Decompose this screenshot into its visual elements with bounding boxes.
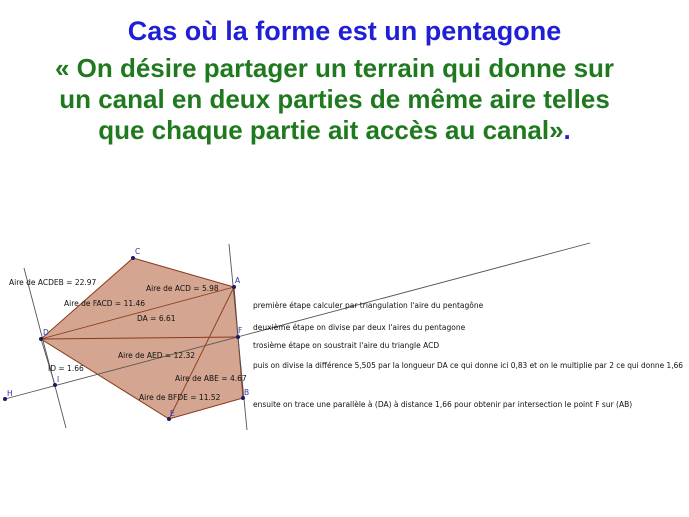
measure-aire-acd: Aire de ACD = 5.98 — [146, 284, 219, 293]
point-f-label: F — [238, 326, 243, 335]
measure-id: ID = 1.66 — [48, 364, 84, 373]
page-title: Cas où la forme est un pentagone — [127, 16, 562, 46]
step-1: première étape calculer par triangulation l'aire du pentagône — [253, 301, 484, 310]
problem-statement-line-1: « On désire partager un terrain qui donne sur — [54, 53, 615, 83]
point-c-label: C — [135, 247, 141, 256]
measure-aire-facd: Aire de FACD = 11.46 — [64, 299, 146, 308]
point-h-label: H — [7, 389, 13, 398]
measure-aire-bfde: Aire de BFDE = 11.52 — [139, 393, 221, 402]
point-d-label: D — [43, 328, 49, 337]
step-2: deuxième étape on divise par deux l'aires du pentagone — [253, 323, 466, 332]
point-a-label: A — [235, 276, 241, 285]
step-4: puis on divise la différence 5,505 par la longueur DA ce qui donne ici 0,83 et on le multiplie par 2 ce qui donne 1,66 — [253, 361, 684, 370]
problem-statement-line-2: un canal en deux parties de même aire telles — [59, 84, 610, 114]
point-a-marker[interactable] — [232, 285, 236, 289]
point-d-marker[interactable] — [39, 337, 43, 341]
problem-statement-line-3-text: que chaque partie ait accès au canal» — [98, 115, 564, 145]
problem-statement-end-dot: . — [563, 115, 571, 145]
point-b-label: B — [244, 388, 250, 397]
point-c-marker[interactable] — [131, 256, 135, 260]
point-i-label: I — [57, 375, 60, 384]
point-f-marker[interactable] — [236, 335, 240, 339]
measure-aire-acdeb: Aire de ACDEB = 22.97 — [9, 278, 97, 287]
step-3: trosième étape on soustrait l'aire du triangle ACD — [253, 341, 440, 350]
step-5: ensuite on trace une parallèle à (DA) à distance 1,66 pour obtenir par intersection le point F sur (AB) — [253, 400, 633, 409]
measure-da: DA = 6.61 — [137, 314, 176, 323]
measure-aire-abe: Aire de ABE = 4.67 — [175, 374, 247, 383]
measure-aire-aed: Aire de AED = 12.32 — [118, 351, 196, 360]
point-e-label: E — [170, 409, 175, 418]
